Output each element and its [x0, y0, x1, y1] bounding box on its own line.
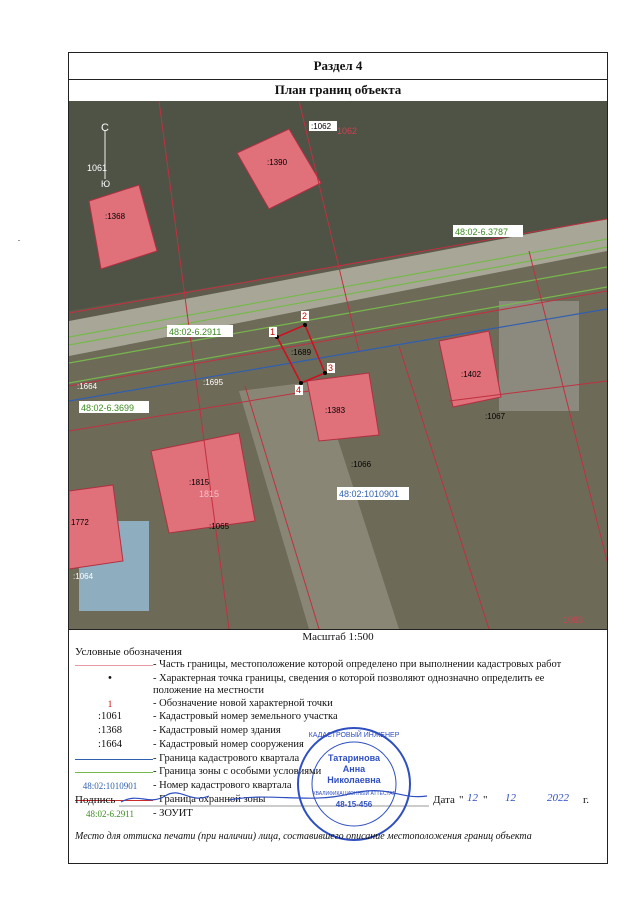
label-point-3: 3	[328, 363, 334, 373]
date-month: 12	[505, 792, 516, 804]
document-frame: Раздел 4 План границ объекта С Ю :1062 1062 :1390 1061 :1368 48:02-6.3787 48:02-6.2911 48:02-6.3699 1 2 3 4 :1689 :1664 :1695 :1402 :1383 :1067 :1066 48:02:1010901 :1815 1815 1772 :1065 :1064 1083 Масштаб 1:500 Условные обозначения - Часть границы, местоположение которой определено при выполнении кадастровых работ • - Характерная точка границы, сведения о которой позволяют однозначно определить ее положение на местности 1 - Обозначение новой характерной точки :1061 - Кадастровый номер земельного участка :1368 - Кадастровый номер здания :1664 - Кадастровый номер сооружения - Граница кадастрового квартала - Граница зоны с особыми условиями 48:02:1010901 - Номер кадастрового квартала - Граница охранной зоны 48:02-6.2911 - ЗОУИТ Подпись Дата " 12 " 12 2022 г. Татаринова Анна Николаевна КВАЛИФИКАЦИОННЫЙ АТТЕСТАТ 48-15-456 КАДАСТРОВЫЙ ИНЖЕНЕР Место для оттиска печати (при наличии) лица, составившего описание местоположения границ объекта	[68, 52, 608, 864]
label-1689: :1689	[291, 348, 312, 357]
map-canvas	[69, 101, 607, 629]
label-1390: :1390	[267, 158, 288, 167]
legend-symbol-blue-line	[75, 759, 153, 760]
legend-symbol-pink-line	[75, 665, 153, 666]
section-title: Раздел 4	[69, 53, 607, 80]
footer-note: Место для оттиска печати (при наличии) лица, составившего описание местоположения границ объекта	[75, 831, 532, 842]
label-zone-3699: 48:02-6.3699	[81, 403, 135, 413]
point-2	[303, 323, 307, 327]
label-1815b: 1815	[199, 489, 220, 499]
label-point-1: 1	[270, 327, 276, 337]
cadastral-stamp	[295, 725, 413, 843]
legend-symbol-green-line	[75, 772, 153, 773]
legend-title: Условные обозначения	[75, 646, 182, 658]
svg-text:Анна: Анна	[342, 764, 366, 774]
label-1061: 1061	[87, 163, 108, 173]
label-1083: 1083	[563, 615, 584, 625]
label-1815: :1815	[189, 478, 210, 487]
label-1368: :1368	[105, 212, 126, 221]
signature-label: Подпись	[75, 794, 116, 806]
aerial-yard	[499, 301, 579, 411]
building-1772	[69, 485, 123, 569]
label-zone-2911: 48:02-6.2911	[169, 327, 222, 337]
label-1064: :1064	[73, 572, 94, 581]
svg-text:Николаевна: Николаевна	[327, 775, 381, 785]
margin-mark	[18, 240, 20, 241]
label-1062b: 1062	[337, 126, 358, 136]
point-3	[323, 371, 327, 375]
svg-text:КВАЛИФИКАЦИОННЫЙ АТТЕСТАТ: КВАЛИФИКАЦИОННЫЙ АТТЕСТАТ	[312, 791, 396, 797]
svg-text:КАДАСТРОВЫЙ ИНЖЕНЕР: КАДАСТРОВЫЙ ИНЖЕНЕР	[308, 732, 400, 739]
label-1402: :1402	[461, 370, 482, 379]
label-1065: :1065	[209, 522, 230, 531]
label-1695: :1695	[203, 378, 224, 387]
date-year-suffix: г.	[583, 794, 590, 806]
label-1383: :1383	[325, 406, 346, 415]
date-year: 2022	[547, 792, 569, 804]
map-scale: Масштаб 1:500	[302, 631, 374, 643]
label-quarter: 48:02:1010901	[339, 489, 400, 499]
label-1067: :1067	[485, 412, 506, 421]
date-label: Дата	[433, 794, 455, 806]
south-label: Ю	[101, 179, 111, 189]
date-day: 12	[467, 792, 478, 804]
label-1066: :1066	[351, 460, 372, 469]
page-title: План границ объекта	[69, 79, 607, 102]
label-1772: 1772	[71, 518, 89, 527]
label-1062: :1062	[311, 122, 332, 131]
label-point-2: 2	[302, 311, 308, 321]
cadastral-map	[69, 101, 607, 630]
label-zone-3787: 48:02-6.3787	[455, 227, 509, 237]
label-1664: :1664	[77, 382, 98, 391]
svg-text:48-15-456: 48-15-456	[335, 800, 373, 809]
label-point-4: 4	[296, 385, 302, 395]
svg-text:Татаринова: Татаринова	[327, 753, 381, 763]
north-label: С	[101, 122, 109, 134]
